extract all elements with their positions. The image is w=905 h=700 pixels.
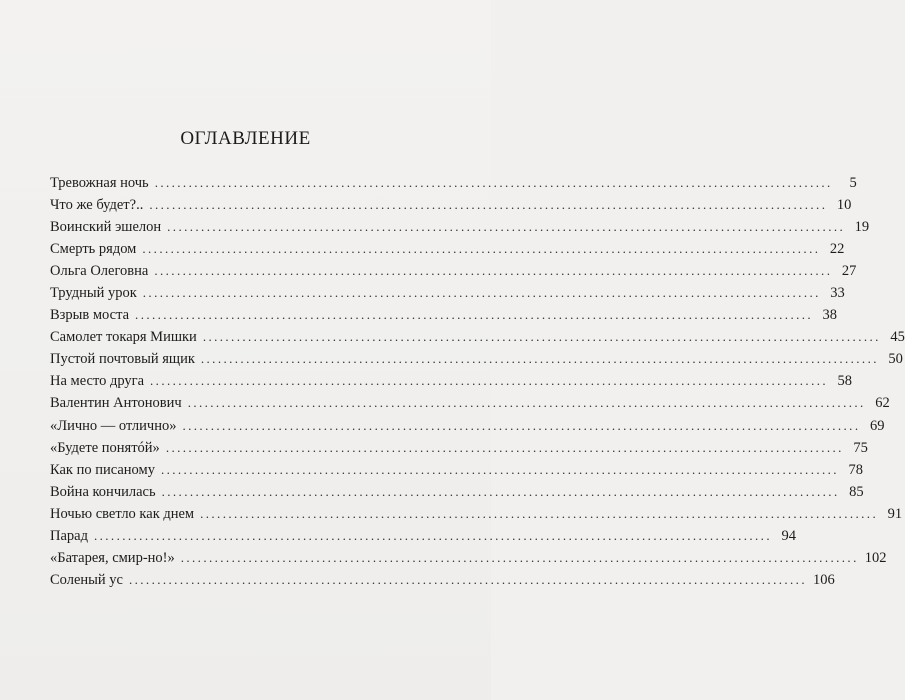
toc-entry-page-number: 45: [890, 329, 905, 346]
toc-entry: [50, 238, 845, 260]
toc-entry-page-number: 102: [864, 549, 887, 566]
dot-leader: ........................................................................................................................: [150, 373, 829, 389]
toc-entry: [50, 304, 838, 326]
toc-entry-title: «Будете понятóй»: [50, 439, 160, 456]
toc-entry-page-number: 33: [830, 285, 845, 302]
toc-entry: [50, 392, 890, 414]
toc-entry: [50, 503, 903, 525]
toc-entry-page-number: 58: [837, 373, 853, 390]
toc-entry-page-number: 62: [875, 395, 890, 412]
toc-entry: [50, 569, 835, 591]
dot-leader: ........................................................................................................................: [165, 439, 844, 455]
dot-leader: ........................................................................................................................: [187, 395, 866, 411]
toc-entry-page-number: 69: [869, 417, 885, 434]
dot-leader: ........................................................................................................................: [154, 263, 833, 279]
toc-entry-title: «Лично — отлично»: [50, 417, 177, 434]
dot-leader: ........................................................................................................................: [200, 351, 879, 367]
toc-entry: [50, 525, 796, 547]
dot-leader: ........................................................................................................................: [149, 197, 828, 213]
toc-entry-page-number: 38: [822, 307, 838, 324]
table-of-contents: [50, 172, 905, 591]
toc-entry: [50, 459, 863, 481]
toc-entry: [50, 547, 887, 569]
toc-entry-page-number: 106: [812, 571, 835, 588]
toc-entry-title: Как по писаному: [50, 461, 155, 478]
toc-entry-title: На место друга: [50, 373, 145, 390]
page-title: ОГЛАВЛЕНИЕ: [180, 128, 311, 149]
toc-entry-title: Смерть рядом: [50, 241, 137, 258]
toc-entry-page-number: 75: [853, 439, 868, 456]
toc-entry-page-number: 91: [887, 505, 903, 522]
toc-entry-page-number: 10: [836, 197, 852, 214]
dot-leader: ........................................................................................................................: [142, 285, 821, 301]
toc-entry: [50, 260, 857, 282]
toc-entry-title: Взрыв моста: [50, 307, 130, 324]
dot-leader: ........................................................................................................................: [200, 505, 879, 521]
toc-entry-title: Трудный урок: [50, 285, 137, 302]
toc-entry: [50, 437, 868, 459]
toc-entry-title: Что же будет?..: [50, 197, 144, 214]
toc-entry-title: Соленый ус: [50, 571, 123, 588]
toc-entry-page-number: 19: [854, 219, 870, 236]
toc-entry-page-number: 5: [849, 175, 857, 191]
dot-leader: ........................................................................................................................: [142, 241, 821, 257]
dot-leader: ........................................................................................................................: [154, 175, 833, 190]
dot-leader: ........................................................................................................................: [160, 461, 839, 477]
toc-entry: [50, 326, 905, 348]
toc-entry-title: Валентин Антонович: [50, 395, 182, 412]
toc-entry-page-number: 94: [781, 527, 796, 544]
toc-entry: [50, 194, 852, 216]
toc-entry-title: Ночью светло как днем: [50, 505, 195, 522]
toc-entry-title: Самолет токаря Мишки: [50, 329, 197, 346]
dot-leader: ........................................................................................................................: [161, 483, 840, 499]
toc-entry-title: Война кончилась: [50, 483, 156, 500]
toc-entry: [50, 481, 864, 503]
toc-entry-title: Ольга Олеговна: [50, 263, 149, 280]
dot-leader: ........................................................................................................................: [167, 219, 846, 235]
dot-leader: ........................................................................................................................: [180, 549, 859, 565]
toc-entry: [50, 216, 870, 238]
dot-leader: ........................................................................................................................: [135, 307, 814, 323]
toc-entry-title: Пустой почтовый ящик: [50, 351, 195, 368]
toc-entry: [50, 282, 845, 304]
dot-leader: ........................................................................................................................: [182, 417, 861, 433]
toc-entry: [50, 172, 857, 194]
toc-entry: [50, 370, 853, 392]
toc-entry-page-number: 50: [888, 351, 903, 368]
toc-entry: [50, 415, 885, 437]
toc-entry-page-number: 22: [829, 241, 845, 258]
toc-entry-title: Тревожная ночь: [50, 175, 149, 191]
dot-leader: ........................................................................................................................: [93, 527, 772, 543]
toc-entry-page-number: 85: [849, 483, 864, 500]
toc-entry: [50, 348, 903, 370]
dot-leader: ........................................................................................................................: [128, 571, 807, 587]
dot-leader: ........................................................................................................................: [202, 329, 881, 345]
toc-entry-page-number: 27: [841, 263, 857, 280]
toc-entry-page-number: 78: [848, 461, 863, 478]
toc-entry-title: «Батарея, смир-но!»: [50, 549, 175, 566]
toc-entry-title: Парад: [50, 527, 88, 544]
toc-entry-title: Воинский эшелон: [50, 219, 162, 236]
